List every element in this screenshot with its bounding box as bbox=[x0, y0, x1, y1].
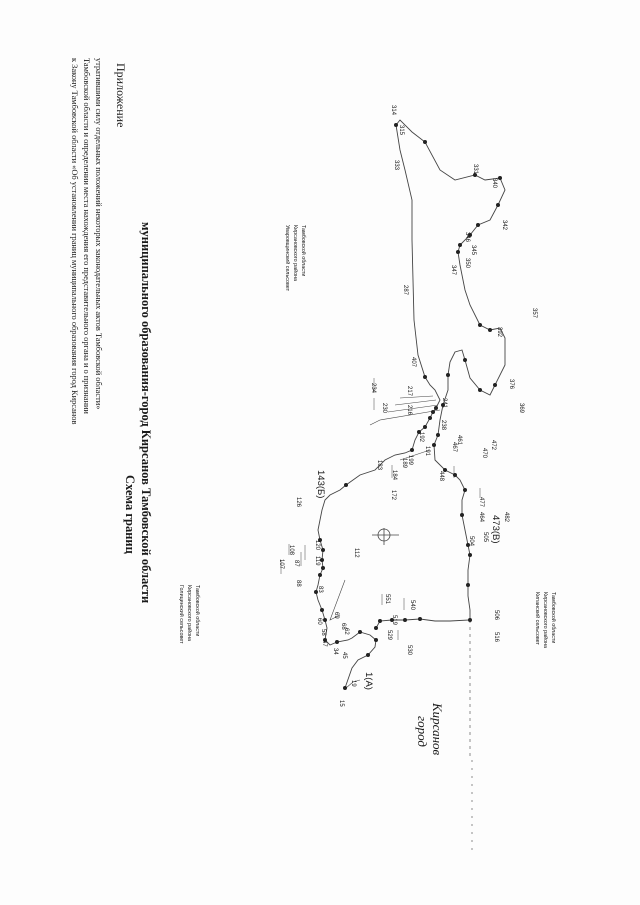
boundary-point-30 bbox=[488, 328, 492, 332]
point-label-217: 217 bbox=[406, 386, 412, 397]
point-label-192: 192 bbox=[418, 432, 424, 443]
boundary-point-43 bbox=[468, 553, 472, 557]
neighbor-kirsanovsky-line-2: Кирсановского района bbox=[542, 592, 548, 649]
boundary-point-27 bbox=[458, 243, 462, 247]
point-label-120: 120 bbox=[314, 540, 320, 551]
point-label-369: 369 bbox=[518, 403, 524, 414]
boundary-point-6 bbox=[320, 608, 324, 612]
survey-line-6 bbox=[400, 396, 433, 398]
point-label-112: 112 bbox=[353, 548, 359, 558]
boundary-point-3 bbox=[358, 630, 362, 634]
boundary-point-8 bbox=[318, 573, 322, 577]
point-label-199: 199 bbox=[407, 455, 413, 466]
point-label-119: 119 bbox=[314, 556, 320, 566]
point-label-472: 472 bbox=[490, 440, 496, 451]
city-label-line-2: Кирсанов bbox=[430, 703, 445, 756]
point-label-189: 189 bbox=[401, 458, 407, 469]
point-label-506: 506 bbox=[493, 610, 499, 621]
boundary-point-4 bbox=[335, 640, 339, 644]
boundary-point-40 bbox=[463, 488, 467, 492]
point-labels bbox=[278, 105, 537, 707]
point-label-216: 216 bbox=[406, 405, 412, 416]
boundary-point-50 bbox=[418, 617, 422, 621]
neighbor-golitsynsky-line-1: Голицинский сельсовет bbox=[178, 585, 184, 644]
boundary-point-17 bbox=[428, 416, 432, 420]
boundary-point-23 bbox=[498, 176, 502, 180]
law-reference-line-1: к Закону Тамбовской области «Об установлении границ муниципального образования город Кирсанов bbox=[70, 58, 79, 425]
city-label-line-1: город bbox=[415, 716, 430, 747]
point-label-314: 314 bbox=[390, 105, 396, 116]
point-label-183: 183 bbox=[376, 460, 382, 471]
point-label-461: 461 bbox=[456, 435, 462, 446]
boundary-point-39 bbox=[453, 473, 457, 477]
point-label-60: 60 bbox=[316, 618, 322, 625]
boundary-point-13 bbox=[410, 448, 414, 452]
point-label-69: 69 bbox=[333, 612, 339, 619]
boundary-point-45 bbox=[468, 618, 472, 622]
point-label-15: 15 bbox=[338, 700, 344, 707]
point-label-58: 58 bbox=[320, 629, 326, 636]
neighbor-golitsynsky-line-3: Тамбовской области bbox=[194, 585, 200, 637]
parcel-label-2: 473(В) bbox=[490, 515, 501, 544]
boundary-point-20 bbox=[394, 123, 398, 127]
point-label-333: 333 bbox=[393, 160, 399, 171]
point-label-45: 45 bbox=[341, 652, 347, 659]
boundary-point-28 bbox=[456, 250, 460, 254]
law-reference-line-2: Тамбовской области и определении места нахождения его представительного органа и о признании bbox=[82, 58, 91, 414]
point-label-19: 19 bbox=[350, 680, 356, 687]
point-label-87: 87 bbox=[293, 560, 299, 567]
point-label-62: 62 bbox=[343, 628, 349, 635]
annex-title: Приложение bbox=[114, 63, 128, 128]
north-arrow-icon bbox=[372, 528, 399, 545]
point-label-83: 83 bbox=[317, 586, 323, 593]
point-label-342: 342 bbox=[501, 220, 507, 231]
point-label-376: 376 bbox=[508, 379, 514, 390]
point-label-345: 345 bbox=[470, 245, 476, 256]
boundary-point-18 bbox=[431, 410, 435, 414]
map-title-line-1: Схема границ bbox=[123, 475, 137, 554]
boundary-point-12 bbox=[344, 483, 348, 487]
point-label-88: 88 bbox=[295, 580, 301, 587]
survey-line-4 bbox=[388, 405, 438, 412]
point-label-241: 241 bbox=[441, 398, 447, 409]
point-label-238: 238 bbox=[440, 420, 446, 431]
point-label-530: 530 bbox=[406, 645, 412, 656]
point-label-467: 467 bbox=[451, 442, 457, 453]
boundary-point-1 bbox=[366, 653, 370, 657]
point-label-516: 516 bbox=[493, 632, 499, 643]
boundary-point-15 bbox=[423, 425, 427, 429]
point-label-184: 184 bbox=[391, 470, 397, 481]
boundary-point-25 bbox=[476, 223, 480, 227]
point-label-529: 529 bbox=[386, 630, 392, 641]
boundary-point-32 bbox=[478, 388, 482, 392]
point-label-347: 347 bbox=[450, 265, 456, 276]
boundary-point-31 bbox=[493, 383, 497, 387]
point-label-108: 108 bbox=[288, 545, 294, 556]
point-label-230: 230 bbox=[381, 403, 387, 414]
boundary-point-21 bbox=[423, 140, 427, 144]
point-label-519: 519 bbox=[391, 615, 397, 626]
point-label-505: 505 bbox=[482, 532, 488, 543]
point-label-107: 107 bbox=[278, 559, 284, 570]
point-label-47: 47 bbox=[321, 640, 327, 647]
neighbor-kirsanovsky-line-1: Кипанский сельсовет bbox=[534, 592, 540, 645]
boundary-point-0 bbox=[343, 686, 347, 690]
point-label-191: 191 bbox=[424, 446, 430, 457]
map-title-line-2: муниципального образования-город Кирсанов Тамбовской области bbox=[139, 222, 153, 604]
point-label-315: 315 bbox=[398, 125, 404, 136]
boundary-point-49 bbox=[403, 618, 407, 622]
point-label-34: 34 bbox=[332, 648, 338, 655]
point-label-551: 551 bbox=[384, 594, 390, 605]
point-label-357: 357 bbox=[531, 308, 537, 319]
neighbor-sovetsky-line-3: Тамбовской области bbox=[300, 225, 306, 277]
boundary-point-34 bbox=[446, 373, 450, 377]
neighbor-kirsanovsky-line-3: Тамбовской области bbox=[550, 592, 556, 644]
boundary-point-29 bbox=[478, 323, 482, 327]
boundary-point-33 bbox=[463, 358, 467, 362]
point-label-346: 346 bbox=[464, 232, 470, 243]
boundary-point-2 bbox=[374, 638, 378, 642]
parcel-label-1: 143(Б) bbox=[315, 470, 326, 499]
boundary-lines bbox=[281, 120, 505, 850]
point-label-392: 392 bbox=[496, 327, 502, 338]
point-label-477: 477 bbox=[478, 497, 484, 508]
point-label-340: 340 bbox=[491, 178, 497, 189]
boundary-point-52 bbox=[323, 618, 327, 622]
point-label-407: 407 bbox=[410, 357, 416, 368]
neighbor-golitsynsky-line-2: Кирсановского района bbox=[186, 585, 192, 642]
point-label-540: 540 bbox=[409, 600, 415, 611]
boundary-point-44 bbox=[466, 583, 470, 587]
neighbor-sovetsky-line-1: Уваровщинский сельсовет bbox=[284, 225, 290, 292]
boundary-point-10 bbox=[321, 548, 325, 552]
point-label-287: 287 bbox=[402, 285, 408, 296]
boundary-point-41 bbox=[460, 513, 464, 517]
boundary-point-19 bbox=[423, 375, 427, 379]
point-label-482: 482 bbox=[503, 512, 509, 523]
boundary-point-46 bbox=[374, 626, 378, 630]
point-label-350: 350 bbox=[464, 258, 470, 269]
survey-line-5 bbox=[395, 400, 436, 405]
point-label-234: 234 bbox=[370, 383, 376, 394]
neighbor-sovetsky-line-2: Кирсановского района bbox=[292, 225, 298, 282]
point-label-448: 448 bbox=[438, 471, 444, 482]
boundary-point-16 bbox=[434, 406, 438, 410]
law-reference-line-3: утратившими силу отдельных положений некоторых законодательных актов Тамбовской области» bbox=[94, 58, 103, 410]
point-label-504: 504 bbox=[468, 536, 474, 547]
boundary-point-36 bbox=[436, 433, 440, 437]
boundary-point-24 bbox=[496, 203, 500, 207]
point-label-331: 331 bbox=[472, 164, 478, 175]
point-label-126: 126 bbox=[295, 497, 301, 508]
boundary-point-51 bbox=[321, 566, 325, 570]
parcel-label-0: 1(А) bbox=[363, 672, 374, 690]
point-label-68: 68 bbox=[340, 623, 346, 630]
boundary-point-37 bbox=[432, 443, 436, 447]
boundary-point-47 bbox=[378, 619, 382, 623]
point-label-464: 464 bbox=[478, 512, 484, 523]
point-label-470: 470 bbox=[481, 448, 487, 459]
point-label-172: 172 bbox=[390, 490, 396, 501]
